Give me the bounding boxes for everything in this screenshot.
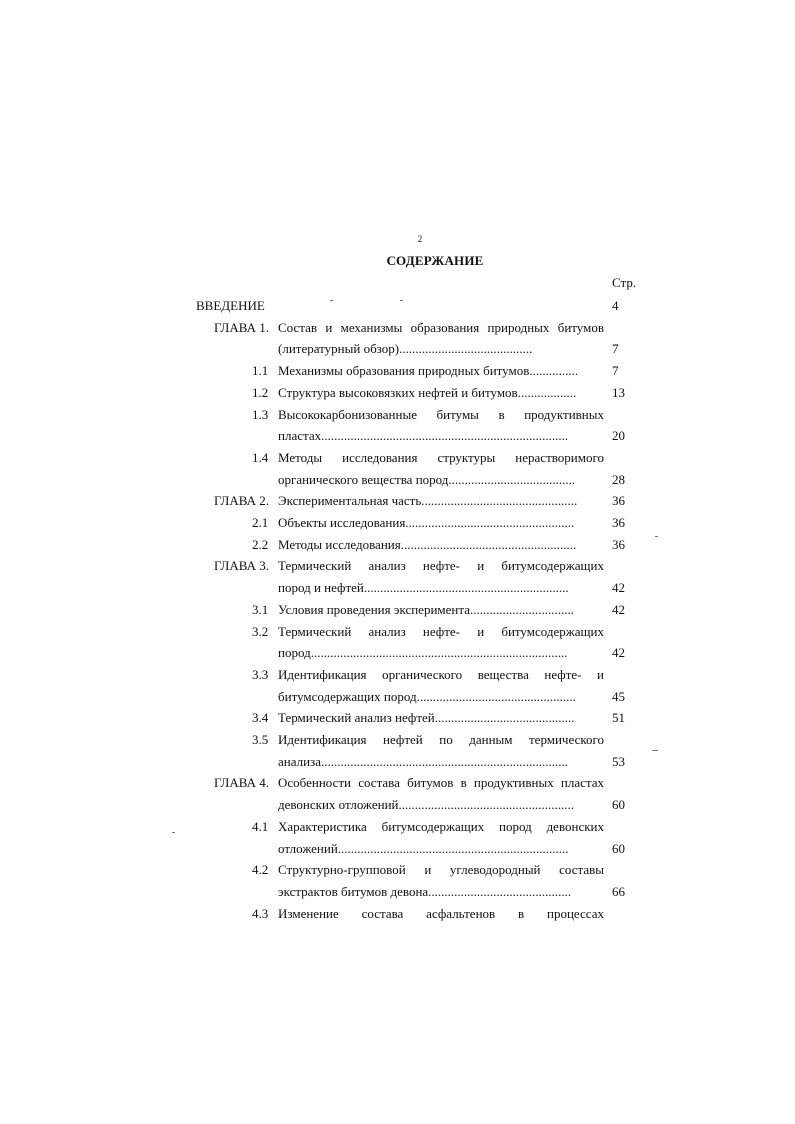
toc-row (0, 903, 795, 925)
toc-chapter-label: ГЛАВА 1. (214, 319, 269, 335)
toc-row (0, 534, 795, 556)
toc-entry-text: Механизмы образования природных битумов............... (278, 363, 579, 379)
toc-row (0, 490, 795, 512)
toc-row (0, 881, 795, 903)
toc-section-number: 4.3 (252, 905, 269, 921)
toc-row (0, 447, 795, 469)
scan-speck (655, 536, 658, 537)
toc-section-number: 2.1 (252, 515, 269, 530)
toc-page-number: 4 (612, 298, 619, 313)
toc-page-number: 60 (612, 840, 625, 856)
toc-section-number: 3.3 (252, 666, 269, 682)
toc-entry-text: девонских отложений...................................................... (278, 797, 574, 813)
toc-page-number: 7 (612, 341, 619, 357)
toc-entry-text: Характеристика битумсодержащих пород девонских (278, 818, 604, 834)
toc-section-number: 3.4 (252, 710, 269, 726)
toc-page-number: 42 (612, 580, 625, 596)
scan-speck (330, 300, 333, 301)
toc-entry-text: экстрактов битумов девона............................................ (278, 883, 572, 899)
toc-page-number: 42 (612, 601, 625, 617)
scan-speck (652, 750, 658, 751)
toc-entry-text: Методы исследования структуры нерастворимого (278, 449, 604, 465)
toc-row (0, 621, 795, 643)
toc-page-number: 36 (612, 536, 625, 552)
toc-section-number: 3.2 (252, 623, 269, 639)
toc-section-number: 2.2 (252, 536, 269, 552)
toc-entry-text: Условия проведения эксперимента................................ (278, 601, 574, 617)
toc-chapter-label: ВВЕДЕНИЕ (196, 298, 265, 313)
toc-section-number: 1.2 (252, 384, 269, 400)
toc-section-number: 4.1 (252, 818, 269, 834)
toc-page-number: 53 (612, 753, 625, 769)
page-number: 2 (417, 234, 423, 244)
toc-row (0, 317, 795, 339)
page-title: СОДЕРЖАНИЕ (386, 253, 484, 268)
toc-entry-text: Термический анализ нефтей........................................... (278, 710, 575, 726)
toc-page-number: 66 (612, 883, 625, 899)
toc-entry-text: Методы исследования...................................................... (278, 536, 577, 552)
toc-entry-text: Высококарбонизованные битумы в продуктивных (278, 406, 604, 422)
toc-row (0, 686, 795, 708)
toc-chapter-label: ГЛАВА 3. (214, 558, 269, 574)
toc-entry-text: пород и нефтей............................................................... (278, 580, 569, 596)
toc-entry-text: Структурно-групповой и углеводородный составы (278, 862, 604, 878)
toc-chapter-label: ГЛАВА 4. (214, 775, 269, 791)
toc-row (0, 360, 795, 382)
toc-row (0, 599, 795, 621)
scan-speck (172, 832, 175, 833)
toc-row (0, 707, 795, 729)
toc-row (0, 772, 795, 794)
toc-section-number: 4.2 (252, 862, 269, 878)
toc-entry-text: анализа............................................................................ (278, 753, 568, 769)
toc-page-number: 13 (612, 384, 625, 400)
toc-row (0, 382, 795, 404)
toc-entry-text: пластах............................................................................ (278, 428, 569, 444)
toc-page-number: 51 (612, 710, 625, 726)
toc-page-number: 36 (612, 493, 625, 509)
toc-row (0, 664, 795, 686)
toc-row (0, 338, 795, 360)
toc-row (0, 425, 795, 447)
toc-entry-text: Экспериментальная часть................................................ (278, 493, 578, 509)
toc-entry-text: Идентификация органического вещества нефте- и (278, 666, 604, 682)
toc-section-number: 1.3 (252, 406, 269, 422)
toc-entry-text: Состав и механизмы образования природных битумов (278, 319, 604, 335)
toc-page-number: 28 (612, 471, 625, 487)
toc-section-number: 1.4 (252, 449, 269, 465)
toc-row (0, 404, 795, 426)
scan-speck (400, 300, 403, 301)
toc-row (0, 512, 795, 534)
page-column-label: Стр. (612, 275, 637, 290)
toc-entry-text: битумсодержащих пород................................................. (278, 688, 576, 704)
toc-row (0, 295, 795, 317)
toc-entry-text: (литературный обзор)......................................... (278, 341, 533, 357)
toc-entry-text: Особенности состава битумов в продуктивных пластах (278, 775, 604, 791)
toc-row (0, 555, 795, 577)
toc-entry-text: отложений....................................................................... (278, 840, 569, 856)
toc-page-number: 7 (612, 363, 619, 379)
toc-row (0, 859, 795, 881)
toc-page-number: 36 (612, 515, 625, 530)
toc-row (0, 577, 795, 599)
toc-chapter-label: ГЛАВА 2. (214, 493, 269, 509)
toc-entry-text: Термический анализ нефте- и битумсодержащих (278, 558, 604, 574)
toc-row (0, 469, 795, 491)
toc-row (0, 642, 795, 664)
toc-page-number: 42 (612, 645, 625, 661)
toc-page-number: 20 (612, 428, 625, 444)
toc-section-number: 3.5 (252, 732, 269, 747)
toc-page-number: 45 (612, 688, 625, 704)
toc-entry-text: Изменение состава асфальтенов в процессах (278, 905, 604, 921)
toc-entry-text: Объекты исследования.................................................... (278, 515, 575, 530)
toc-row (0, 729, 795, 751)
toc-section-number: 3.1 (252, 601, 269, 617)
toc-row (0, 751, 795, 773)
toc-entry-text: Идентификация нефтей по данным термического (278, 732, 604, 747)
toc-section-number: 1.1 (252, 363, 269, 379)
toc-row (0, 794, 795, 816)
toc-entry-text: пород............................................................................... (278, 645, 568, 661)
toc-row (0, 838, 795, 860)
toc-entry-text: органического вещества пород....................................... (278, 471, 576, 487)
toc-page-number: 60 (612, 797, 625, 813)
toc-entry-text: Структура высоковязких нефтей и битумов.................. (278, 384, 577, 400)
toc-row (0, 816, 795, 838)
toc-entry-text: Термический анализ нефте- и битумсодержащих (278, 623, 604, 639)
